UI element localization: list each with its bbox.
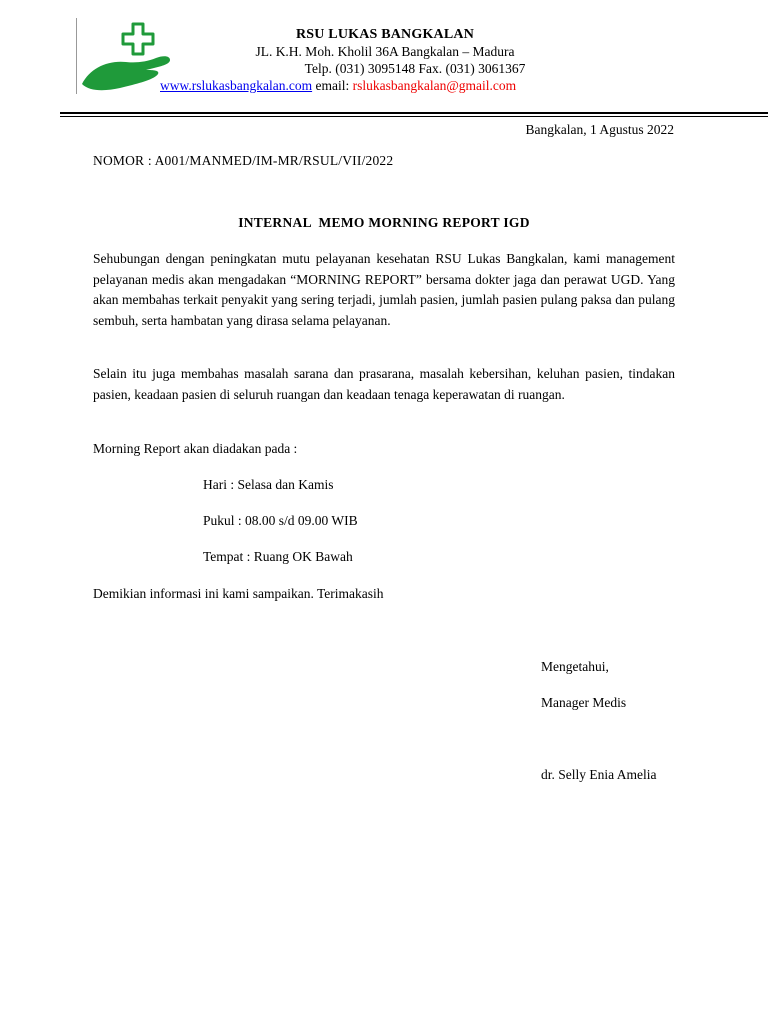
hospital-phone: Telp. (031) 3095148 Fax. (031) 3061367 <box>304 61 526 76</box>
hospital-contact <box>160 77 640 94</box>
letter-date: Bangkalan, 1 Agustus 2022 <box>525 122 674 137</box>
body-paragraph-3: Morning Report akan diadakan pada : <box>93 441 298 456</box>
letter-number: NOMOR : A001/MANMED/IM-MR/RSUL/VII/2022 <box>93 153 394 168</box>
schedule-place: Tempat : Ruang OK Bawah <box>203 549 353 564</box>
body-paragraph-1: Sehubungan dengan peningkatan mutu pelayanan kesehatan RSU Lukas Bangkalan, kami management pelayanan medis akan mengadakan “MORNING REPORT” bersama dokter jaga dan perawat UGD. Yang akan membahas terkait penyakit yang sering terjadi, jumlah pasien, jumlah pasien pulang paksa dan pulang sembuh, serta hambatan yang dirasa selama pelayanan. <box>93 251 675 328</box>
email-link[interactable]: rslukasbangkalan@gmail.com <box>352 78 517 93</box>
website-link[interactable]: www.rslukasbangkalan.com <box>160 78 313 93</box>
email-label: email: <box>312 78 353 93</box>
memo-title: INTERNAL MEMO MORNING REPORT IGD <box>238 215 530 230</box>
signature-acknowledged: Mengetahui, <box>541 659 609 674</box>
cross-icon <box>123 24 153 54</box>
hospital-name: RSU LUKAS BANGKALAN <box>295 27 475 42</box>
schedule-time: Pukul : 08.00 s/d 09.00 WIB <box>203 513 358 528</box>
signature-position: Manager Medis <box>541 695 627 710</box>
letterhead-rule-thin <box>60 116 768 117</box>
closing-line: Demikian informasi ini kami sampaikan. Terimakasih <box>93 586 384 601</box>
letterhead-rule-thick <box>60 112 768 114</box>
body-paragraph-2: Selain itu juga membahas masalah sarana dan prasarana, masalah kebersihan, keluhan pasien, tindakan pasien, keadaan pasien di seluruh ruangan dan keadaan tenaga keperawatan di ruangan. <box>93 366 675 402</box>
hospital-address: JL. K.H. Moh. Kholil 36A Bangkalan – Madura <box>255 44 515 59</box>
schedule-day: Hari : Selasa dan Kamis <box>203 477 334 492</box>
hand-icon <box>82 56 170 90</box>
signature-name: dr. Selly Enia Amelia <box>541 767 657 782</box>
